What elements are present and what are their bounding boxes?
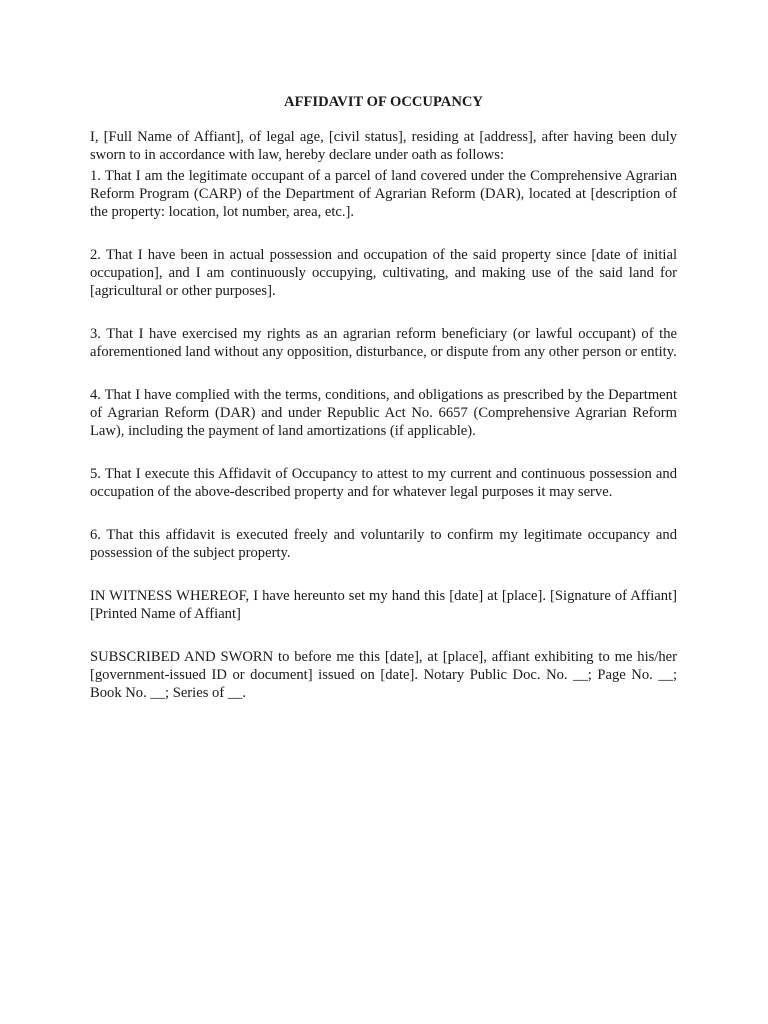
witness-clause: IN WITNESS WHEREOF, I have hereunto set my hand this [date] at [place]. [Signature of Affiant] [Printed Name of Affiant] [90,588,677,622]
paragraph-1: 1. That I am the legitimate occupant of a parcel of land covered under the Comprehensive Agrarian Reform Program (CARP) of the Department of Agrarian Reform (DAR), located at [description of the property: location, lot number, area, etc.]. [90,168,677,220]
paragraph-3: 3. That I have exercised my rights as an agrarian reform beneficiary (or lawful occupant) of the aforementioned land without any opposition, disturbance, or dispute from any other person or entity. [90,326,677,360]
intro-paragraph: I, [Full Name of Affiant], of legal age, [civil status], residing at [address], after having been duly sworn to in accordance with law, hereby declare under oath as follows: [90,129,677,163]
paragraph-6: 6. That this affidavit is executed freely and voluntarily to confirm my legitimate occupancy and possession of the subject property. [90,527,677,561]
document-title: AFFIDAVIT OF OCCUPANCY [284,94,483,110]
document-body [90,93,677,702]
paragraph-5: 5. That I execute this Affidavit of Occupancy to attest to my current and continuous possession and occupation of the above-described property and for whatever legal purposes it may serve. [90,466,677,500]
jurat-clause: SUBSCRIBED AND SWORN to before me this [date], at [place], affiant exhibiting to me his/her [government-issued ID or document] issued on [date]. Notary Public Doc. No. __; Page No. __; Book No. __; Series of __. [90,649,677,701]
paragraph-2: 2. That I have been in actual possession and occupation of the said property since [date of initial occupation], and I am continuously occupying, cultivating, and making use of the said land for [agricultural or other purposes]. [90,247,677,299]
paragraph-4: 4. That I have complied with the terms, conditions, and obligations as prescribed by the Department of Agrarian Reform (DAR) and under Republic Act No. 6657 (Comprehensive Agrarian Reform Law), including the payment of land amortizations (if applicable). [90,387,677,439]
